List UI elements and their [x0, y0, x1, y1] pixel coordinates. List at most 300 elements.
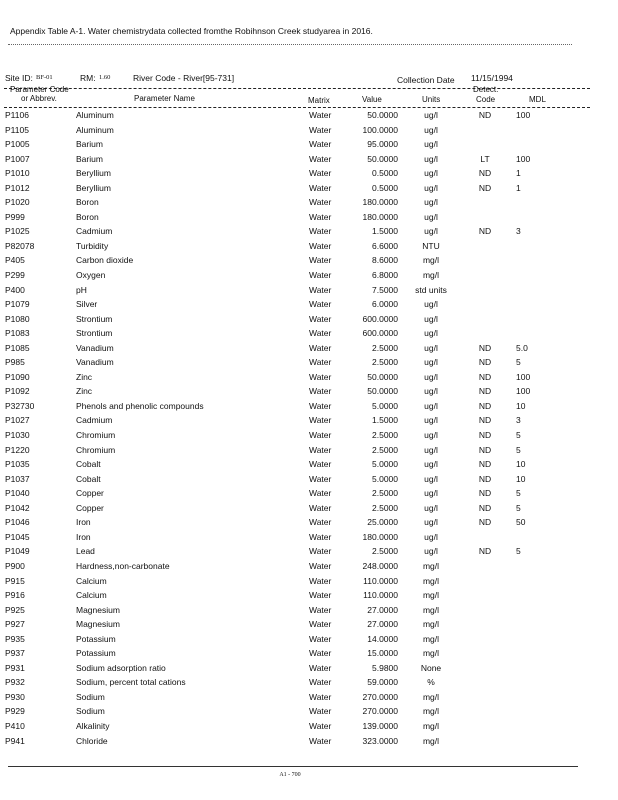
param-code-cell: P1005 — [5, 139, 30, 150]
value-cell: 7.5000 — [372, 284, 398, 295]
param-name-cell: Strontium — [76, 328, 113, 339]
units-cell: % — [427, 677, 435, 688]
mdl-cell: 100 — [516, 371, 531, 382]
table-row — [0, 517, 618, 532]
table-row — [0, 139, 618, 154]
param-code-cell: P1037 — [5, 473, 30, 484]
param-code-cell: P1049 — [5, 546, 30, 557]
matrix-cell: Water — [309, 371, 332, 382]
matrix-cell: Water — [309, 197, 332, 208]
value-cell: 27.0000 — [367, 604, 398, 615]
units-cell: ug/l — [424, 430, 438, 441]
value-cell: 50.0000 — [367, 153, 398, 164]
detect-code-cell: ND — [478, 459, 492, 470]
units-cell: ug/l — [424, 153, 438, 164]
param-name-cell: Sodium adsorption ratio — [76, 662, 166, 673]
value-cell: 15.0000 — [367, 648, 398, 659]
table-row — [0, 415, 618, 430]
param-code-cell: P999 — [5, 211, 25, 222]
detect-code-cell: ND — [478, 517, 492, 528]
matrix-cell: Water — [309, 284, 332, 295]
value-cell: 2.5000 — [372, 430, 398, 441]
table-row — [0, 212, 618, 227]
detect-code-cell: ND — [478, 444, 492, 455]
param-name-cell: Phenols and phenolic compounds — [76, 400, 204, 411]
matrix-cell: Water — [309, 168, 332, 179]
matrix-cell: Water — [309, 590, 332, 601]
matrix-cell: Water — [309, 270, 332, 281]
mdl-cell: 5 — [516, 546, 521, 557]
detect-code-cell: ND — [478, 182, 492, 193]
table-row — [0, 197, 618, 212]
matrix-cell: Water — [309, 575, 332, 586]
detect-code-cell: ND — [478, 502, 492, 513]
value-cell: 5.0000 — [372, 400, 398, 411]
param-code-cell: P400 — [5, 284, 25, 295]
value-cell: 5.0000 — [372, 459, 398, 470]
param-code-cell: P1042 — [5, 502, 30, 513]
matrix-cell: Water — [309, 473, 332, 484]
matrix-cell: Water — [309, 430, 332, 441]
param-code-cell: P1040 — [5, 488, 30, 499]
detect-code-cell: ND — [478, 400, 492, 411]
param-name-cell: Oxygen — [76, 270, 106, 281]
table-row — [0, 561, 618, 576]
table-row — [0, 692, 618, 707]
param-code-cell: P900 — [5, 560, 25, 571]
value-cell: 180.0000 — [362, 197, 398, 208]
param-name-cell: Boron — [76, 211, 99, 222]
collection-date-value: 11/15/1994 — [471, 73, 513, 83]
site-id-label: Site ID: — [5, 73, 33, 83]
table-row — [0, 110, 618, 125]
matrix-cell: Water — [309, 488, 332, 499]
col-units: Units — [422, 95, 441, 104]
param-code-cell: P410 — [5, 720, 25, 731]
param-code-cell: P985 — [5, 357, 25, 368]
param-name-cell: Alkalinity — [76, 720, 110, 731]
matrix-cell: Water — [309, 619, 332, 630]
value-cell: 50.0000 — [367, 371, 398, 382]
matrix-cell: Water — [309, 415, 332, 426]
detect-code-cell: ND — [478, 357, 492, 368]
value-cell: 180.0000 — [362, 531, 398, 542]
mdl-cell: 100 — [516, 110, 531, 120]
detect-code-cell: ND — [478, 546, 492, 557]
matrix-cell: Water — [309, 560, 332, 571]
param-name-cell: Iron — [76, 531, 91, 542]
value-cell: 59.0000 — [367, 677, 398, 688]
param-code-cell: P915 — [5, 575, 25, 586]
param-code-cell: P1007 — [5, 153, 30, 164]
value-cell: 14.0000 — [367, 633, 398, 644]
param-code-cell: P1105 — [5, 124, 29, 135]
detect-code-cell: LT — [480, 153, 490, 164]
mdl-cell: 5 — [516, 430, 521, 441]
matrix-cell: Water — [309, 662, 332, 673]
units-cell: mg/l — [422, 560, 440, 571]
param-name-cell: Potassium — [76, 648, 116, 659]
page-title: Appendix Table A-1. Water chemistrydata collected fromthe Robihnson Creek studyarea in 2016. — [10, 26, 373, 36]
table-row — [0, 328, 618, 343]
matrix-cell: Water — [309, 124, 332, 135]
units-cell: ug/l — [424, 546, 438, 557]
matrix-cell: Water — [309, 546, 332, 557]
param-name-cell: Calcium — [76, 575, 107, 586]
param-code-cell: P1025 — [5, 226, 30, 237]
param-code-cell: P1220 — [5, 444, 30, 455]
col-mdl: MDL — [529, 95, 546, 104]
param-name-cell: Lead — [76, 546, 95, 557]
param-code-cell: P937 — [5, 648, 25, 659]
detect-code-cell: ND — [478, 415, 492, 426]
table-row — [0, 706, 618, 721]
value-cell: 6.6000 — [372, 240, 398, 251]
value-cell: 180.0000 — [362, 211, 398, 222]
matrix-cell: Water — [309, 139, 332, 150]
matrix-cell: Water — [309, 226, 332, 237]
units-cell: mg/l — [422, 590, 440, 601]
matrix-cell: Water — [309, 517, 332, 528]
site-id-value: BF-01 — [36, 74, 53, 81]
table-row — [0, 343, 618, 358]
param-code-cell: P1106 — [5, 110, 29, 120]
param-name-cell: Strontium — [76, 313, 113, 324]
mdl-cell: 10 — [516, 473, 526, 484]
table-row — [0, 663, 618, 678]
table-row — [0, 241, 618, 256]
col-detect-line1: Detect. — [473, 85, 499, 94]
units-cell: mg/l — [422, 575, 440, 586]
mdl-cell: 5 — [516, 357, 521, 368]
mdl-cell: 5 — [516, 502, 521, 513]
detect-code-cell: ND — [478, 473, 492, 484]
matrix-cell: Water — [309, 531, 332, 542]
param-name-cell: Chloride — [76, 735, 108, 746]
value-cell: 50.0000 — [367, 386, 398, 397]
table-row — [0, 168, 618, 183]
units-cell: mg/l — [422, 735, 440, 746]
matrix-cell: Water — [309, 502, 332, 513]
matrix-cell: Water — [309, 706, 332, 717]
mdl-cell: 5.0 — [516, 342, 528, 353]
value-cell: 2.5000 — [372, 502, 398, 513]
param-name-cell: Aluminum — [76, 124, 114, 135]
mdl-cell: 3 — [516, 415, 521, 426]
matrix-cell: Water — [309, 720, 332, 731]
matrix-cell: Water — [309, 677, 332, 688]
units-cell: mg/l — [422, 706, 440, 717]
matrix-cell: Water — [309, 313, 332, 324]
param-code-cell: P1030 — [5, 430, 30, 441]
units-cell: ug/l — [424, 313, 438, 324]
table-row — [0, 721, 618, 736]
param-name-cell: Cobalt — [76, 459, 101, 470]
table-row — [0, 488, 618, 503]
table-row — [0, 285, 618, 300]
value-cell: 6.0000 — [372, 299, 398, 310]
table-row — [0, 299, 618, 314]
units-cell: ug/l — [424, 473, 438, 484]
table-row — [0, 634, 618, 649]
param-code-cell: P1020 — [5, 197, 30, 208]
param-name-cell: Cobalt — [76, 473, 101, 484]
table-row — [0, 736, 618, 751]
matrix-cell: Water — [309, 459, 332, 470]
table-row — [0, 445, 618, 460]
units-cell: None — [420, 662, 442, 673]
units-cell: ug/l — [424, 400, 438, 411]
matrix-cell: Water — [309, 604, 332, 615]
units-cell: mg/l — [422, 720, 440, 731]
units-cell: mg/l — [422, 691, 440, 702]
param-name-cell: Carbon dioxide — [76, 255, 134, 266]
units-cell: ug/l — [424, 444, 438, 455]
units-cell: ug/l — [424, 488, 438, 499]
param-name-cell: Barium — [76, 153, 103, 164]
value-cell: 1.5000 — [372, 415, 398, 426]
param-code-cell: P1046 — [5, 517, 30, 528]
param-name-cell: Turbidity — [76, 240, 109, 251]
units-cell: ug/l — [424, 211, 438, 222]
value-cell: 2.5000 — [372, 488, 398, 499]
param-name-cell: Sodium — [76, 706, 105, 717]
table-row — [0, 648, 618, 663]
param-name-cell: Potassium — [76, 633, 116, 644]
matrix-cell: Water — [309, 153, 332, 164]
param-code-cell: P935 — [5, 633, 25, 644]
param-code-cell: P1079 — [5, 299, 30, 310]
param-name-cell: Sodium, percent total cations — [76, 677, 186, 688]
param-code-cell: P930 — [5, 691, 25, 702]
matrix-cell: Water — [309, 255, 332, 266]
table-row — [0, 183, 618, 198]
param-code-cell: P82078 — [5, 240, 35, 251]
value-cell: 5.0000 — [372, 473, 398, 484]
param-name-cell: Zinc — [76, 386, 93, 397]
col-matrix: Matrix — [308, 96, 330, 105]
value-cell: 600.0000 — [362, 313, 398, 324]
table-row — [0, 459, 618, 474]
value-cell: 2.5000 — [372, 546, 398, 557]
param-name-cell: Vanadium — [76, 342, 114, 353]
table-row — [0, 474, 618, 489]
detect-code-cell: ND — [478, 488, 492, 499]
units-cell: ug/l — [424, 299, 438, 310]
units-cell: ug/l — [424, 139, 438, 150]
matrix-cell: Water — [309, 342, 332, 353]
matrix-cell: Water — [309, 633, 332, 644]
table-row — [0, 125, 618, 140]
value-cell: 5.9800 — [372, 662, 398, 673]
river-code: River Code - River[95-731] — [133, 73, 235, 83]
mdl-cell: 5 — [516, 488, 521, 499]
mdl-cell: 3 — [516, 226, 521, 237]
param-code-cell: P929 — [5, 706, 25, 717]
units-cell: ug/l — [424, 502, 438, 513]
value-cell: 0.5000 — [372, 168, 398, 179]
units-cell: mg/l — [422, 619, 440, 630]
value-cell: 139.0000 — [362, 720, 398, 731]
mdl-cell: 100 — [516, 386, 531, 397]
units-cell: ug/l — [424, 459, 438, 470]
table-row — [0, 590, 618, 605]
detect-code-cell: ND — [478, 342, 492, 353]
mdl-cell: 50 — [516, 517, 526, 528]
units-cell: ug/l — [424, 531, 438, 542]
rm-value: 1.60 — [99, 74, 111, 81]
table-row — [0, 503, 618, 518]
param-name-cell: Sodium — [76, 691, 105, 702]
param-name-cell: pH — [76, 284, 87, 295]
table-row — [0, 605, 618, 620]
param-name-cell: Magnesium — [76, 619, 120, 630]
value-cell: 95.0000 — [367, 139, 398, 150]
col-name: Parameter Name — [134, 94, 195, 103]
matrix-cell: Water — [309, 691, 332, 702]
units-cell: ug/l — [424, 415, 438, 426]
table-row — [0, 401, 618, 416]
value-cell: 270.0000 — [362, 706, 398, 717]
units-cell: ug/l — [424, 226, 438, 237]
value-cell: 1.5000 — [372, 226, 398, 237]
matrix-cell: Water — [309, 240, 332, 251]
matrix-cell: Water — [309, 648, 332, 659]
value-cell: 110.0000 — [363, 575, 398, 586]
units-cell: ug/l — [424, 182, 438, 193]
param-name-cell: Iron — [76, 517, 91, 528]
param-code-cell: P1083 — [5, 328, 30, 339]
units-cell: NTU — [422, 240, 440, 251]
detect-code-cell: ND — [478, 371, 492, 382]
param-name-cell: Barium — [76, 139, 103, 150]
units-cell: ug/l — [424, 386, 438, 397]
table-row — [0, 255, 618, 270]
detect-code-cell: ND — [478, 386, 492, 397]
units-cell: ug/l — [424, 124, 438, 135]
param-code-cell: P1045 — [5, 531, 30, 542]
matrix-cell: Water — [309, 328, 332, 339]
param-name-cell: Magnesium — [76, 604, 120, 615]
param-code-cell: P405 — [5, 255, 25, 266]
units-cell: ug/l — [424, 517, 438, 528]
matrix-cell: Water — [309, 299, 332, 310]
param-name-cell: Calcium — [76, 590, 107, 601]
mdl-cell: 1 — [516, 168, 521, 179]
detect-code-cell: ND — [478, 168, 492, 179]
param-code-cell: P931 — [5, 662, 25, 673]
units-cell: ug/l — [424, 110, 438, 120]
matrix-cell: Water — [309, 444, 332, 455]
mdl-cell: 5 — [516, 444, 521, 455]
units-cell: mg/l — [422, 604, 440, 615]
table-row — [0, 270, 618, 285]
param-code-cell: P1080 — [5, 313, 30, 324]
param-name-cell: Copper — [76, 502, 104, 513]
units-cell: mg/l — [422, 648, 440, 659]
param-name-cell: Boron — [76, 197, 99, 208]
units-cell: ug/l — [424, 342, 438, 353]
col-detect-line2: Code — [476, 95, 496, 104]
detect-code-cell: ND — [478, 110, 492, 120]
param-name-cell: Chromium — [76, 430, 116, 441]
value-cell: 8.6000 — [372, 255, 398, 266]
matrix-cell: Water — [309, 182, 332, 193]
param-name-cell: Copper — [76, 488, 104, 499]
param-name-cell: Aluminum — [76, 110, 114, 120]
matrix-cell: Water — [309, 110, 332, 120]
table-row — [0, 372, 618, 387]
units-cell: ug/l — [424, 328, 438, 339]
table-row — [0, 314, 618, 329]
value-cell: 2.5000 — [372, 444, 398, 455]
param-code-cell: P927 — [5, 619, 25, 630]
matrix-cell: Water — [309, 735, 332, 746]
table-row — [0, 357, 618, 372]
header-divider-bottom — [4, 107, 590, 108]
value-cell: 248.0000 — [362, 560, 398, 571]
param-name-cell: Vanadium — [76, 357, 114, 368]
value-cell: 2.5000 — [372, 342, 398, 353]
table-row — [0, 576, 618, 591]
units-cell: mg/l — [422, 255, 440, 266]
param-name-cell: Zinc — [76, 371, 93, 382]
value-cell: 25.0000 — [367, 517, 398, 528]
detect-code-cell: ND — [478, 226, 492, 237]
mdl-cell: 1 — [516, 182, 521, 193]
param-name-cell: Hardness,non-carbonate — [76, 560, 170, 571]
matrix-cell: Water — [309, 386, 332, 397]
param-code-cell: P1085 — [5, 342, 30, 353]
param-code-cell: P1092 — [5, 386, 30, 397]
units-cell: mg/l — [422, 633, 440, 644]
mdl-cell: 10 — [516, 459, 526, 470]
header-divider-top — [4, 88, 590, 89]
param-name-cell: Cadmium — [76, 415, 113, 426]
table-row — [0, 226, 618, 241]
param-name-cell: Cadmium — [76, 226, 113, 237]
param-code-cell: P1027 — [5, 415, 30, 426]
value-cell: 600.0000 — [362, 328, 398, 339]
param-code-cell: P925 — [5, 604, 25, 615]
param-code-cell: P916 — [5, 590, 25, 601]
value-cell: 270.0000 — [362, 691, 398, 702]
param-code-cell: P1010 — [5, 168, 30, 179]
table-row — [0, 546, 618, 561]
page-number: A1 - 700 — [279, 772, 301, 778]
detect-code-cell: ND — [478, 430, 492, 441]
param-code-cell: P32730 — [5, 400, 35, 411]
value-cell: 323.0000 — [362, 735, 398, 746]
units-cell: ug/l — [424, 357, 438, 368]
table-row — [0, 430, 618, 445]
table-row — [0, 386, 618, 401]
param-name-cell: Beryllium — [76, 182, 111, 193]
value-cell: 50.0000 — [367, 110, 398, 120]
param-code-cell: P299 — [5, 270, 25, 281]
matrix-cell: Water — [309, 400, 332, 411]
param-name-cell: Beryllium — [76, 168, 111, 179]
units-cell: std units — [415, 284, 447, 295]
table-row — [0, 619, 618, 634]
table-row — [0, 532, 618, 547]
param-code-cell: P932 — [5, 677, 25, 688]
value-cell: 100.0000 — [362, 124, 398, 135]
param-code-cell: P1090 — [5, 371, 30, 382]
col-code-line1: Parameter Code — [10, 85, 69, 94]
rm-label: RM: — [80, 73, 96, 83]
param-code-cell: P941 — [5, 735, 25, 746]
